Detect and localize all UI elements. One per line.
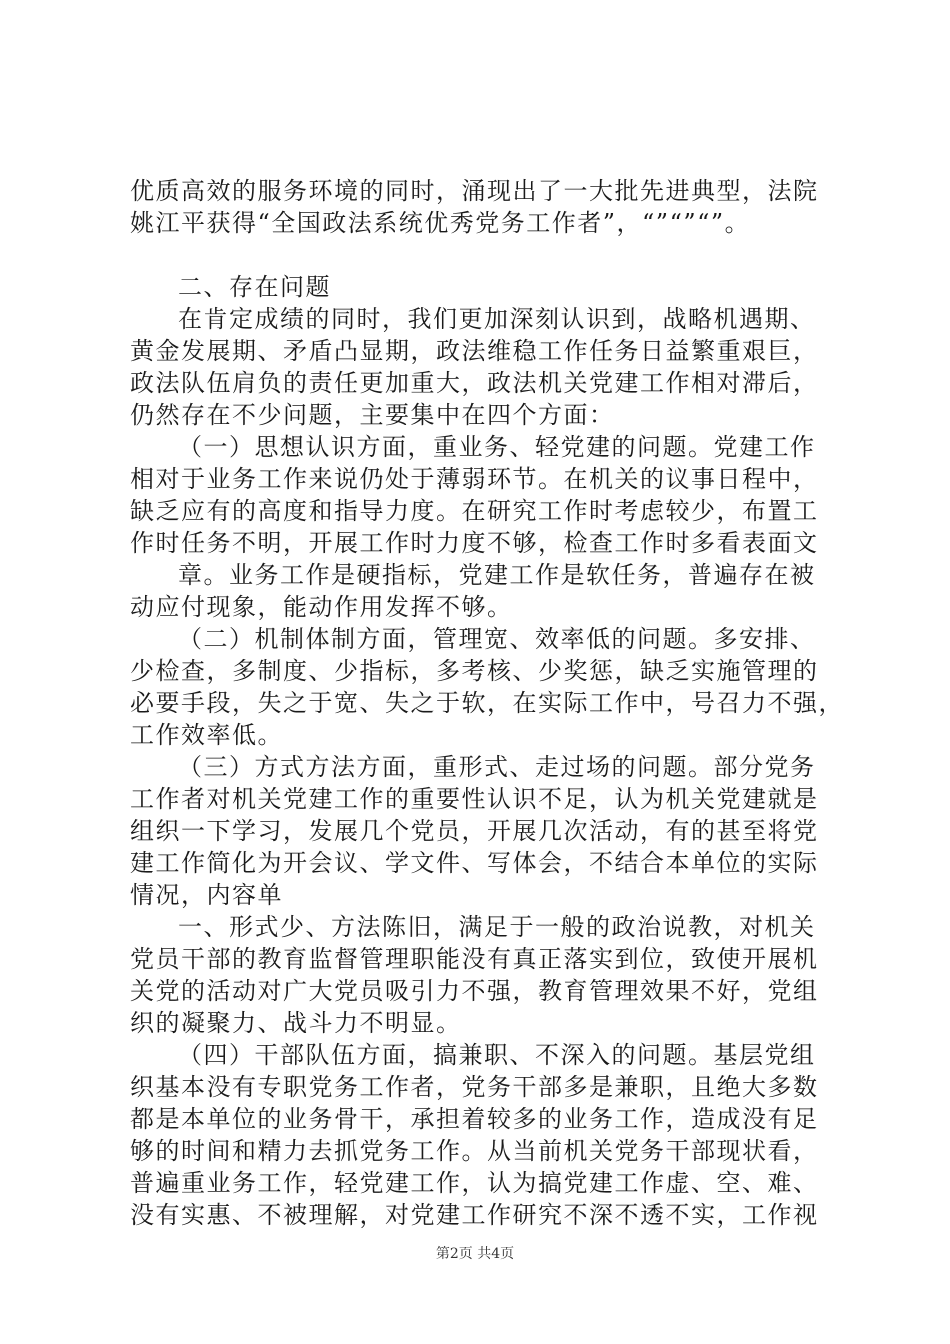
text-line: 黄金发展期、矛盾凸显期，政法维稳工作任务日益繁重艰巨，: [130, 337, 819, 365]
text-line: 织基本没有专职党务工作者，党务干部多是兼职，且绝大多数: [130, 1073, 819, 1101]
text-line: 党员干部的教育监督管理职能没有真正落实到位，致使开展机: [130, 945, 819, 973]
text-line: （二）机制体制方面，管理宽、效率低的问题。多安排、: [178, 625, 816, 653]
text-line: 仍然存在不少问题，主要集中在四个方面：: [130, 401, 615, 429]
text-line: （三）方式方法方面，重形式、走过场的问题。部分党务: [178, 753, 816, 781]
text-line: 没有实惠、不被理解，对党建工作研究不深不透不实，工作视: [130, 1201, 819, 1229]
text-line: 优质高效的服务环境的同时，涌现出了一大批先进典型，法院: [130, 177, 819, 205]
text-line: 作时任务不明，开展工作时力度不够，检查工作时多看表面文: [130, 529, 819, 557]
text-line: 一、形式少、方法陈旧，满足于一般的政治说教，对机关: [178, 913, 816, 941]
text-line: 够的时间和精力去抓党务工作。从当前机关党务干部现状看，: [130, 1137, 819, 1165]
section-heading: 二、存在问题: [178, 273, 331, 301]
text-line: 组织一下学习，发展几个党员，开展几次活动，有的甚至将党: [130, 817, 819, 845]
text-line: 在肯定成绩的同时，我们更加深刻认识到，战略机遇期、: [178, 305, 816, 333]
text-line: 都是本单位的业务骨干，承担着较多的业务工作，造成没有足: [130, 1105, 819, 1133]
text-line: 工作者对机关党建工作的重要性认识不足，认为机关党建就是: [130, 785, 819, 813]
page-footer: 第2页 共4页: [435, 1246, 515, 1262]
text-line: 政法队伍肩负的责任更加重大，政法机关党建工作相对滞后，: [130, 369, 819, 397]
text-line: 章。业务工作是硬指标，党建工作是软任务，普遍存在被: [178, 561, 816, 589]
text-line: 姚江平获得“全国政法系统优秀党务工作者”，“”“”“”。: [130, 209, 751, 237]
text-line: （四）干部队伍方面，搞兼职、不深入的问题。基层党组: [178, 1041, 816, 1069]
text-line: 情况，内容单: [130, 881, 283, 909]
text-line: 普遍重业务工作，轻党建工作，认为搞党建工作虚、空、难、: [130, 1169, 819, 1197]
text-line: 关党的活动对广大党员吸引力不强，教育管理效果不好，党组: [130, 977, 819, 1005]
text-line: 必要手段，失之于宽、失之于软，在实际工作中，号召力不强，: [130, 689, 844, 717]
text-line: 工作效率低。: [130, 721, 283, 749]
text-line: 建工作简化为开会议、学文件、写体会，不结合本单位的实际: [130, 849, 819, 877]
text-line: 相对于业务工作来说仍处于薄弱环节。在机关的议事日程中，: [130, 465, 819, 493]
text-line: 织的凝聚力、战斗力不明显。: [130, 1009, 462, 1037]
text-line: 缺乏应有的高度和指导力度。在研究工作时考虑较少，布置工: [130, 497, 819, 525]
text-line: 动应付现象，能动作用发挥不够。: [130, 593, 513, 621]
text-line: （一）思想认识方面，重业务、轻党建的问题。党建工作: [178, 433, 816, 461]
text-line: 少检查，多制度、少指标，多考核、少奖惩，缺乏实施管理的: [130, 657, 819, 685]
